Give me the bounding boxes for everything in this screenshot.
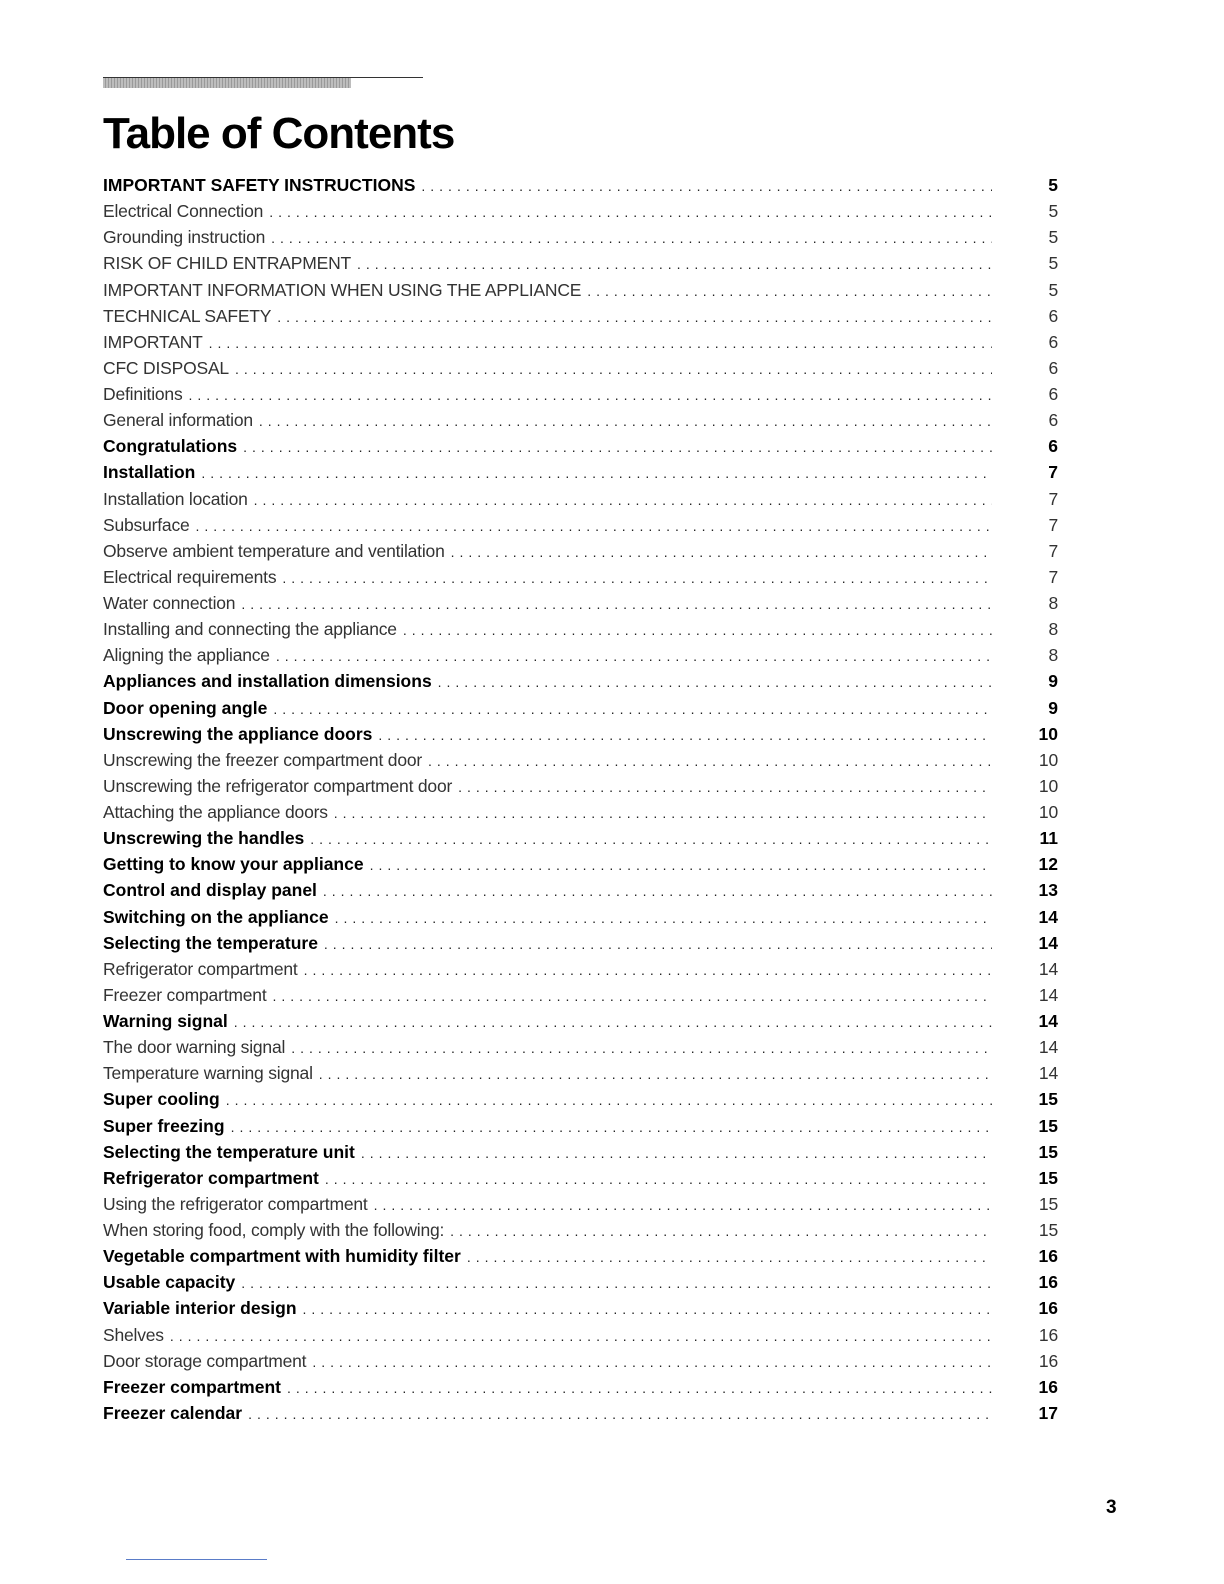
toc-entry[interactable]	[103, 642, 1058, 668]
toc-entry-page-number: 16	[1038, 1376, 1058, 1397]
dot-leader	[334, 800, 992, 826]
toc-entry[interactable]	[103, 1269, 1058, 1295]
toc-entry-page-number: 10	[1038, 775, 1058, 796]
toc-entry-page-number: 5	[1048, 175, 1058, 195]
dot-leader	[304, 957, 992, 983]
toc-entry[interactable]	[103, 1060, 1058, 1086]
toc-entry-label: Unscrewing the refrigerator compartment door	[103, 775, 453, 796]
toc-entry-label: Refrigerator compartment	[103, 1167, 319, 1188]
toc-entry-page-number: 9	[1048, 671, 1058, 692]
toc-entry-label: Using the refrigerator compartment	[103, 1193, 368, 1214]
toc-entry-label: The door warning signal	[103, 1037, 286, 1058]
toc-entry-label: Temperature warning signal	[103, 1063, 313, 1084]
page-number: 3	[1106, 1497, 1117, 1518]
toc-entry-page-number: 8	[1048, 619, 1058, 640]
toc-entry-label: Control and display panel	[103, 880, 317, 901]
toc-entry-label: Electrical requirements	[103, 566, 277, 587]
dot-leader	[438, 669, 992, 695]
dot-leader	[276, 643, 992, 669]
toc-entry-label: Door storage compartment	[103, 1350, 307, 1371]
toc-entry-page-number: 15	[1038, 1089, 1058, 1110]
toc-entry-page-number: 15	[1038, 1141, 1058, 1162]
dot-leader	[303, 1296, 992, 1322]
table-of-contents	[103, 172, 1058, 1426]
toc-entry-label: Super freezing	[103, 1115, 225, 1136]
dot-leader	[291, 1035, 992, 1061]
toc-entry-label: Selecting the temperature	[103, 932, 318, 953]
dot-leader	[196, 513, 992, 539]
toc-entry-label: Installation location	[103, 488, 248, 509]
dot-leader	[357, 251, 992, 277]
toc-entry-label: Super cooling	[103, 1089, 220, 1110]
toc-entry[interactable]	[103, 1322, 1058, 1348]
toc-entry[interactable]	[103, 303, 1058, 329]
toc-entry-label: Electrical Connection	[103, 201, 264, 222]
toc-entry-label: Switching on the appliance	[103, 906, 329, 927]
toc-entry[interactable]	[103, 1374, 1058, 1400]
dot-leader	[370, 852, 992, 878]
dot-leader	[201, 460, 992, 486]
dot-leader	[231, 1114, 992, 1140]
toc-entry[interactable]	[103, 355, 1058, 381]
header-shaded-bar	[103, 78, 351, 88]
toc-entry-label: IMPORTANT INFORMATION WHEN USING THE APPLIANCE	[103, 279, 582, 300]
page-title: Table of Contents	[103, 109, 455, 158]
toc-entry-label: Definitions	[103, 384, 183, 404]
toc-entry-page-number: 8	[1048, 593, 1058, 613]
toc-entry-page-number: 15	[1038, 1220, 1058, 1240]
toc-entry-label: Warning signal	[103, 1011, 228, 1031]
toc-entry-page-number: 14	[1038, 932, 1058, 953]
toc-entry[interactable]	[103, 1295, 1058, 1321]
toc-entry-page-number: 10	[1038, 723, 1058, 744]
dot-leader	[319, 1061, 992, 1087]
toc-entry-label: Variable interior design	[103, 1298, 297, 1319]
toc-entry-page-number: 16	[1038, 1350, 1058, 1371]
toc-entry[interactable]	[103, 825, 1058, 851]
toc-entry-page-number: 12	[1038, 854, 1058, 875]
toc-entry[interactable]	[103, 799, 1058, 825]
dot-leader	[226, 1087, 992, 1113]
toc-entry[interactable]	[103, 590, 1058, 616]
toc-entry-page-number: 6	[1048, 331, 1058, 352]
dot-leader	[287, 1375, 992, 1401]
toc-entry[interactable]	[103, 564, 1058, 590]
toc-entry-page-number: 5	[1048, 201, 1058, 222]
dot-leader	[451, 539, 992, 565]
dot-leader	[282, 565, 992, 591]
toc-entry-page-number: 17	[1038, 1402, 1058, 1423]
dot-leader	[378, 722, 992, 748]
dot-leader	[324, 931, 992, 957]
toc-entry[interactable]	[103, 1400, 1058, 1426]
dot-leader	[273, 696, 992, 722]
toc-entry-label: Subsurface	[103, 514, 190, 535]
dot-leader	[312, 1349, 992, 1375]
dot-leader	[271, 225, 992, 251]
toc-entry[interactable]	[103, 1113, 1058, 1139]
toc-entry-page-number: 6	[1048, 384, 1058, 404]
toc-entry-page-number: 6	[1048, 436, 1058, 457]
toc-entry[interactable]	[103, 668, 1058, 694]
toc-entry[interactable]	[103, 1086, 1058, 1112]
toc-entry[interactable]	[103, 1243, 1058, 1269]
toc-entry-label: Freezer compartment	[103, 984, 267, 1005]
toc-entry-label: Vegetable compartment with humidity filter	[103, 1246, 461, 1267]
dot-leader	[361, 1140, 992, 1166]
toc-entry-label: Selecting the temperature unit	[103, 1141, 355, 1162]
toc-entry-page-number: 5	[1048, 279, 1058, 300]
toc-entry-page-number: 14	[1038, 1063, 1058, 1084]
toc-entry-page-number: 10	[1038, 802, 1058, 822]
toc-entry-label: Freezer compartment	[103, 1376, 281, 1397]
toc-entry-label: Getting to know your appliance	[103, 854, 364, 875]
toc-entry-label: Water connection	[103, 593, 236, 613]
toc-entry[interactable]	[103, 459, 1058, 485]
toc-entry-label: Shelves	[103, 1324, 164, 1345]
dot-leader	[269, 199, 992, 225]
toc-entry[interactable]	[103, 982, 1058, 1008]
toc-entry-label: Congratulations	[103, 436, 238, 457]
toc-entry[interactable]	[103, 1008, 1058, 1034]
dot-leader	[428, 748, 992, 774]
toc-entry-label: CFC DISPOSAL	[103, 357, 229, 378]
toc-entry-label: When storing food, comply with the following:	[103, 1220, 445, 1240]
toc-entry-label: RISK OF CHILD ENTRAPMENT	[103, 253, 352, 274]
toc-entry[interactable]	[103, 1217, 1058, 1243]
dot-leader	[170, 1323, 992, 1349]
dot-leader	[259, 408, 992, 434]
dot-leader	[234, 1009, 992, 1035]
toc-entry-label: Freezer calendar	[103, 1402, 243, 1423]
dot-leader	[189, 382, 992, 408]
toc-entry-page-number: 14	[1038, 906, 1058, 927]
toc-entry[interactable]	[103, 616, 1058, 642]
dot-leader	[335, 905, 992, 931]
toc-entry-label: TECHNICAL SAFETY	[103, 305, 272, 326]
dot-leader	[467, 1244, 992, 1270]
toc-entry[interactable]	[103, 877, 1058, 903]
toc-entry[interactable]	[103, 747, 1058, 773]
toc-entry-page-number: 7	[1048, 462, 1058, 483]
dot-leader	[450, 1218, 992, 1244]
toc-entry-page-number: 7	[1048, 566, 1058, 587]
dot-leader	[235, 356, 992, 382]
toc-entry-page-number: 14	[1038, 1011, 1058, 1031]
dot-leader	[241, 1270, 992, 1296]
toc-entry-label: IMPORTANT	[103, 331, 203, 352]
toc-entry[interactable]	[103, 904, 1058, 930]
toc-entry[interactable]	[103, 538, 1058, 564]
toc-entry[interactable]	[103, 381, 1058, 407]
toc-entry-label: Installing and connecting the appliance	[103, 619, 397, 640]
toc-entry-label: Aligning the appliance	[103, 645, 270, 666]
toc-entry[interactable]	[103, 721, 1058, 747]
toc-entry[interactable]	[103, 956, 1058, 982]
dot-leader	[248, 1401, 992, 1427]
toc-entry-page-number: 7	[1048, 488, 1058, 509]
toc-entry-label: Door opening angle	[103, 697, 268, 718]
toc-entry[interactable]	[103, 1034, 1058, 1060]
toc-entry-page-number: 14	[1038, 984, 1058, 1005]
dot-leader	[277, 304, 992, 330]
toc-entry-label: General information	[103, 410, 253, 431]
dot-leader	[243, 434, 992, 460]
toc-entry-page-number: 14	[1038, 958, 1058, 979]
dot-leader	[209, 330, 992, 356]
dot-leader	[272, 983, 992, 1009]
toc-entry[interactable]	[103, 1139, 1058, 1165]
toc-entry[interactable]	[103, 250, 1058, 276]
toc-entry[interactable]	[103, 329, 1058, 355]
toc-entry-label: Usable capacity	[103, 1272, 236, 1293]
toc-entry-page-number: 6	[1048, 305, 1058, 326]
toc-entry-page-number: 8	[1048, 645, 1058, 666]
toc-entry-page-number: 16	[1038, 1246, 1058, 1267]
dot-leader	[241, 591, 992, 617]
toc-entry-page-number: 6	[1048, 357, 1058, 378]
toc-entry-label: Attaching the appliance doors	[103, 802, 328, 822]
footer-line	[126, 1559, 267, 1560]
dot-leader	[458, 774, 992, 800]
toc-entry-page-number: 15	[1038, 1115, 1058, 1136]
toc-entry-page-number: 16	[1038, 1324, 1058, 1345]
toc-entry-label: Installation	[103, 462, 196, 483]
toc-entry-page-number: 15	[1038, 1167, 1058, 1188]
dot-leader	[254, 487, 992, 513]
toc-entry-page-number: 9	[1048, 697, 1058, 718]
toc-entry[interactable]	[103, 486, 1058, 512]
toc-entry[interactable]	[103, 1165, 1058, 1191]
toc-entry[interactable]	[103, 433, 1058, 459]
toc-entry-page-number: 16	[1038, 1298, 1058, 1319]
toc-entry[interactable]	[103, 1191, 1058, 1217]
toc-entry-page-number: 7	[1048, 540, 1058, 561]
toc-entry[interactable]	[103, 198, 1058, 224]
dot-leader	[403, 617, 992, 643]
toc-entry[interactable]	[103, 172, 1058, 198]
toc-entry[interactable]	[103, 407, 1058, 433]
toc-entry-page-number: 6	[1048, 410, 1058, 431]
dot-leader	[374, 1192, 992, 1218]
dot-leader	[323, 878, 992, 904]
toc-entry[interactable]	[103, 695, 1058, 721]
toc-entry-label: Unscrewing the appliance doors	[103, 723, 373, 744]
toc-entry[interactable]	[103, 1348, 1058, 1374]
dot-leader	[310, 826, 992, 852]
dot-leader	[325, 1166, 992, 1192]
dot-leader	[587, 278, 992, 304]
toc-entry-label: IMPORTANT SAFETY INSTRUCTIONS	[103, 175, 416, 195]
toc-entry-label: Refrigerator compartment	[103, 958, 298, 979]
toc-entry-label: Observe ambient temperature and ventilation	[103, 540, 445, 561]
toc-entry-label: Grounding instruction	[103, 227, 266, 248]
toc-entry-label: Unscrewing the freezer compartment door	[103, 749, 423, 770]
toc-entry[interactable]	[103, 224, 1058, 250]
toc-entry-page-number: 11	[1039, 828, 1058, 849]
toc-entry-page-number: 5	[1048, 253, 1058, 274]
toc-entry[interactable]	[103, 773, 1058, 799]
dot-leader	[421, 173, 992, 199]
toc-entry-label: Unscrewing the handles	[103, 828, 305, 849]
toc-entry[interactable]	[103, 851, 1058, 877]
toc-entry-page-number: 14	[1038, 1037, 1058, 1058]
toc-entry-label: Appliances and installation dimensions	[103, 671, 432, 692]
toc-entry-page-number: 7	[1048, 514, 1058, 535]
toc-entry[interactable]	[103, 930, 1058, 956]
toc-entry-page-number: 13	[1038, 880, 1058, 901]
toc-entry-page-number: 10	[1038, 749, 1058, 770]
toc-entry-page-number: 16	[1038, 1272, 1058, 1293]
toc-entry-page-number: 5	[1048, 227, 1058, 248]
toc-entry-page-number: 15	[1038, 1193, 1058, 1214]
toc-entry[interactable]	[103, 277, 1058, 303]
toc-entry[interactable]	[103, 512, 1058, 538]
